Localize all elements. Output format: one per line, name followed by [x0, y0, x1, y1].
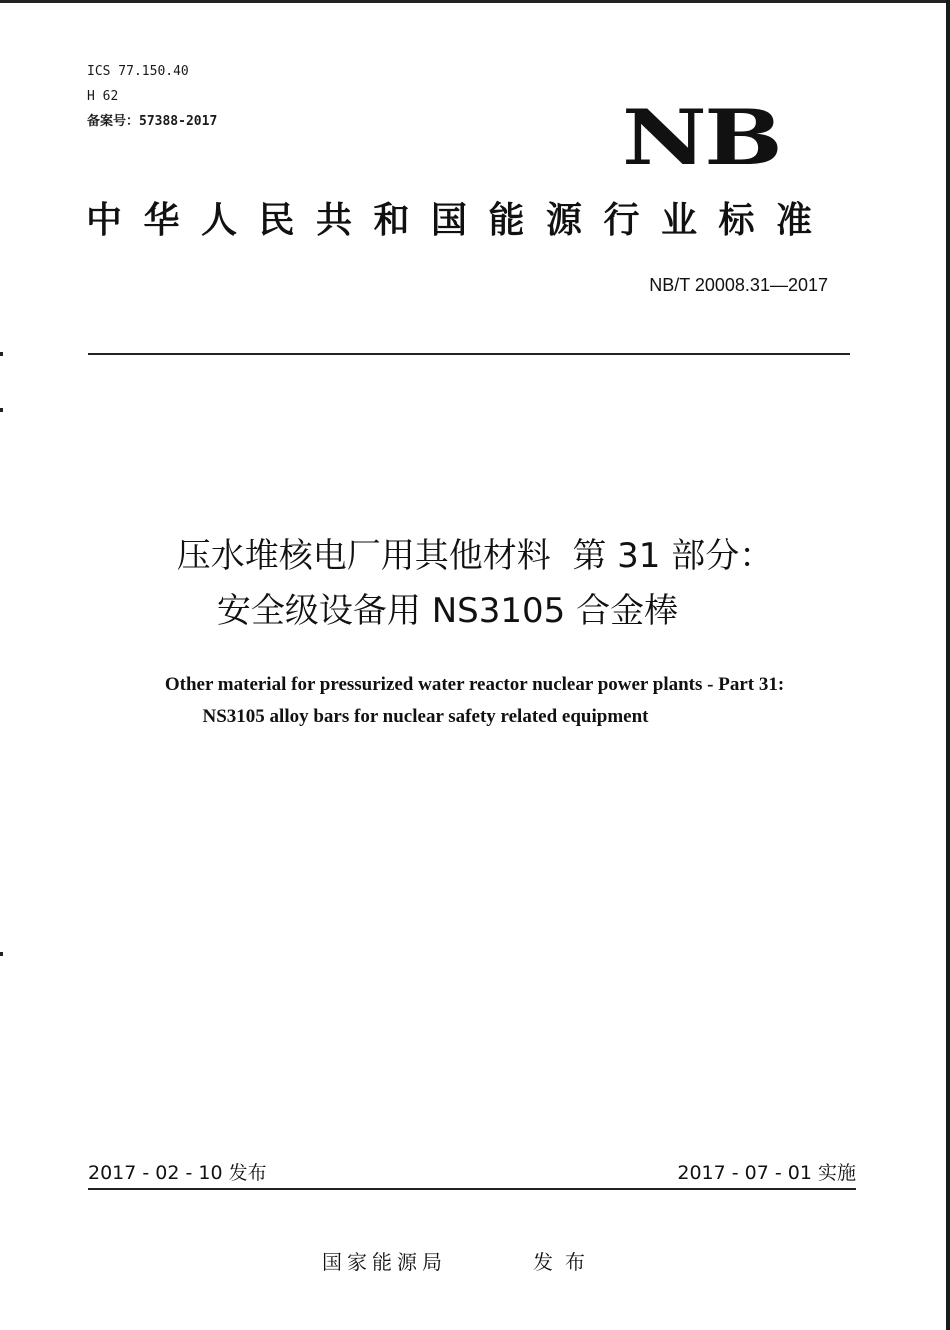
ics-code: ICS 77.150.40: [87, 64, 189, 79]
english-title-line-1: Other material for pressurized water reactor nuclear power plants - Part 31:: [164, 674, 785, 695]
scan-speck: [0, 352, 3, 356]
scan-top-edge: [0, 0, 950, 3]
scan-right-edge: [946, 0, 950, 1330]
header-divider: [88, 353, 850, 355]
issue-label: 发布: [533, 1250, 597, 1274]
scan-speck: [0, 408, 3, 412]
nb-logo: NB: [622, 93, 781, 182]
date-divider: [88, 1188, 856, 1190]
chinese-title-line-2: 安全级设备用 NS3105 合金棒: [216, 591, 679, 631]
issuing-authority: 国家能源局: [322, 1250, 447, 1274]
publish-date: 2017 - 02 - 10 发布: [88, 1162, 267, 1184]
english-title-line-2: NS3105 alloy bars for nuclear safety related equipment: [202, 706, 649, 727]
scan-speck: [0, 952, 3, 956]
industry-standard-title: 中华人民共和国能源行业标准: [86, 200, 834, 241]
ccs-code: H 62: [87, 89, 119, 104]
chinese-title-line-1: 压水堆核电厂用其他材料 第 31 部分：: [176, 536, 774, 576]
standard-number: NB/T 20008.31—2017: [649, 275, 828, 295]
filing-number: 备案号：57388-2017: [87, 114, 218, 129]
effective-date: 2017 - 07 - 01 实施: [677, 1162, 856, 1184]
